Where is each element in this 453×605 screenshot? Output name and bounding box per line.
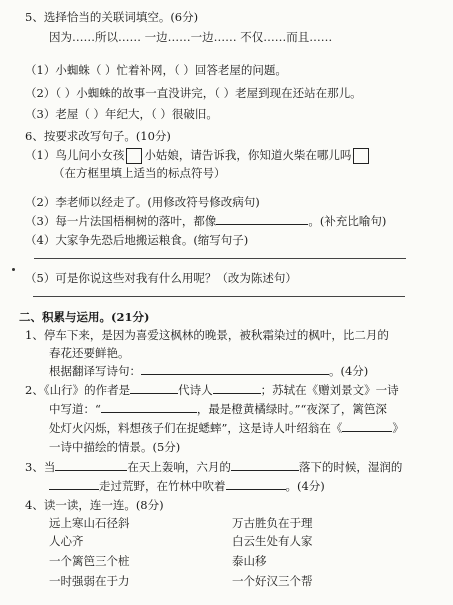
s2-q2-text-b: 代诗人	[178, 383, 213, 397]
s2-q2-blank-3[interactable]	[101, 402, 197, 413]
answer-line[interactable]	[34, 258, 406, 259]
s2-q3-text-c: 落下的时候，湿润的	[298, 460, 403, 474]
s2-q4-title: 4、读一读，连一连。(8分)	[25, 498, 164, 512]
s2-q2-text-g: 》	[392, 421, 404, 435]
q6-item-1-text-b: 小姑娘，请告诉我，你知道火柴在哪儿吗	[144, 148, 352, 162]
answer-line[interactable]	[33, 296, 405, 297]
match-right-item[interactable]: 万古胜负在于理	[232, 516, 313, 530]
q6-item-1-text-a: （1）鸟儿问小女孩	[25, 148, 125, 162]
match-left-item[interactable]: 远上寒山石径斜	[49, 516, 130, 530]
s2-q2-text-a: 2、《山行》的作者是	[25, 383, 131, 397]
s2-q3-blank-3[interactable]	[49, 479, 99, 490]
punctuation-box-2[interactable]	[353, 148, 369, 164]
scan-dot	[12, 268, 15, 271]
match-right-item[interactable]: 一个好汉三个帮	[232, 574, 313, 588]
q6-item-3-blank[interactable]	[216, 214, 308, 225]
s2-q3-line-2	[49, 479, 325, 493]
s2-q2-blank-1[interactable]	[130, 383, 178, 394]
s2-q2-line-3	[49, 421, 404, 435]
q6-item-1	[25, 148, 371, 164]
s2-q2-text-e: ，最是橙黄橘绿时。”“夜深了，篱笆深	[196, 402, 387, 416]
s2-q2-text-f: 处灯火闪烁，料想孩子们在捉蟋蟀”，这是诗人叶绍翁在《	[49, 421, 343, 435]
q6-item-1-note: （在方框里填上适当的标点符号）	[53, 166, 226, 180]
q5-item-3: （3）老屋（ ）年纪大，（ ）很破旧。	[25, 107, 218, 121]
s2-q1-line-1: 1、停车下来，是因为喜爱这枫林的晚景，被秋霜染过的枫叶，比二月的	[25, 328, 389, 342]
s2-q3-blank-1[interactable]	[55, 460, 127, 471]
q6-item-3	[25, 214, 386, 228]
q6-item-2: （2）李老师以经走了。(用修改符号修改病句)	[25, 195, 260, 209]
section-2-title: 二、积累与运用。(21分)	[19, 310, 150, 324]
s2-q3-line-1	[25, 460, 402, 474]
q5-options: 因为……所以…… 一边……一边…… 不仅……而且……	[49, 30, 333, 44]
q6-item-4: （4）大家争先恐后地搬运粮食。(缩写句子)	[25, 233, 249, 247]
s2-q2-line-4: 一诗中描绘的情景。(5分)	[49, 440, 181, 454]
s2-q2-text-c: ；苏轼在《赠刘景文》一诗	[260, 383, 399, 397]
match-right-item[interactable]: 泰山移	[232, 554, 267, 568]
match-left-item[interactable]: 一个篱笆三个桩	[49, 554, 130, 568]
q6-item-3-text-a: （3）每一片法国梧桐树的落叶，都像	[25, 214, 217, 228]
match-right-item[interactable]: 白云生处有人家	[232, 534, 313, 548]
q5-item-2: （2）（ ）小蜘蛛的故事一直没讲完，（ ）老屋到现在还站在那儿。	[25, 86, 362, 100]
s2-q2-line-1	[25, 383, 399, 397]
s2-q2-text-d: 中写道：“	[49, 402, 101, 416]
q5-title: 5、选择恰当的关联词填空。(6分)	[25, 10, 199, 24]
s2-q1-line-3	[49, 364, 368, 378]
q6-item-5: （5）可是你说这些对我有什么用呢？（改为陈述句）	[25, 271, 297, 285]
s2-q3-text-e: 。(4分)	[285, 479, 325, 493]
punctuation-box-1[interactable]	[126, 148, 142, 164]
s2-q2-blank-2[interactable]	[213, 383, 261, 394]
s2-q3-text-b: 在天上轰响，六月的	[127, 460, 231, 474]
s2-q3-blank-4[interactable]	[226, 479, 286, 490]
q6-item-3-text-b: 。(补充比喻句)	[308, 214, 387, 228]
s2-q3-text-a: 3、当	[25, 460, 56, 474]
s2-q2-blank-4[interactable]	[342, 421, 392, 432]
s2-q1-line-3-label: 根据翻译写诗句：	[49, 364, 141, 378]
s2-q1-line-2: 春花还要鲜艳。	[49, 346, 130, 360]
q6-title: 6、按要求改写句子。(10分)	[25, 129, 171, 143]
s2-q1-blank[interactable]	[141, 364, 329, 375]
s2-q2-line-2	[49, 402, 387, 416]
match-left-item[interactable]: 人心齐	[49, 534, 84, 548]
s2-q3-blank-2[interactable]	[231, 460, 299, 471]
q5-item-1: （1）小蜘蛛（ ）忙着补网，（ ）回答老屋的问题。	[25, 63, 287, 77]
s2-q1-score: 。(4分)	[329, 364, 369, 378]
s2-q3-text-d: 走过荒野，在竹林中吹着	[99, 479, 226, 493]
match-left-item[interactable]: 一时强弱在于力	[49, 574, 130, 588]
